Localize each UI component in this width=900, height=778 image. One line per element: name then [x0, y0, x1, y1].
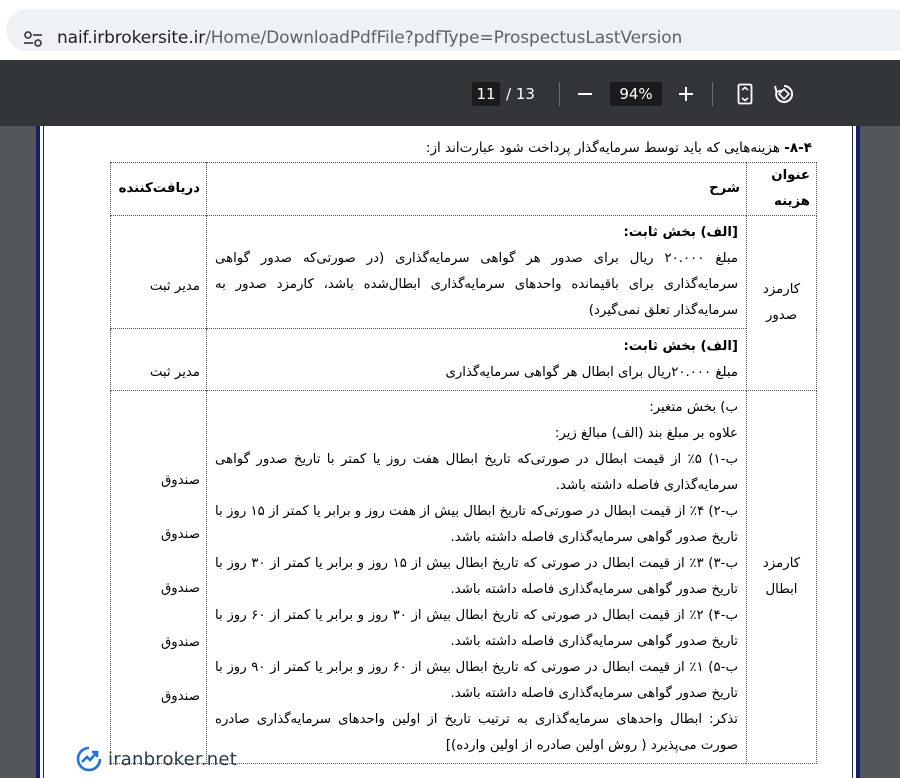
section-number: ۸-۴-	[784, 140, 812, 156]
description-text: مبلغ ۲۰.۰۰۰ ریال برای صدور هر گواهی سرمایه‌گذاری (در صورتی‌که صدور گواهی سرمایه‌گذاری برای باقیمانده واحدهای سرمایه‌گذاری ابطال‌شده باشد، کارمزد صدور به سرمایه‌گذار تعلق نمی‌گیرد)	[215, 251, 738, 318]
sub-heading: [الف) بخش ثابت:	[623, 225, 738, 240]
list-item: ب-۲) ۴٪ از قیمت ابطال در صورتی‌که تاریخ ابطال بیش از هفت روز و برابر یا کمتر از ۱۵ روز با تاریخ صدور گواهی سرمایه‌گذاری فاصله داشته باشد.	[215, 504, 738, 545]
section-title: هزینه‌هایی که باید توسط سرمایه‌گذار پرداخت شود عبارت‌اند از:	[425, 140, 785, 156]
rotate-button[interactable]	[769, 79, 799, 109]
table-row	[111, 216, 817, 329]
section-heading	[426, 140, 812, 156]
table-row	[111, 391, 817, 764]
toolbar-divider	[712, 82, 713, 106]
url-path: /Home/DownloadPdfFile?pdfType=ProspectusLastVersion	[205, 28, 683, 48]
description-text: مبلغ ۲۰.۰۰۰ریال برای ابطال هر گواهی سرمایه‌گذاری	[445, 364, 738, 380]
url-text[interactable]	[57, 28, 682, 48]
zoom-in-button[interactable]	[671, 79, 701, 109]
page-border-line	[852, 126, 853, 778]
watermark	[76, 744, 237, 774]
receiver-text: صندوق	[160, 689, 200, 704]
trend-chart-icon	[76, 746, 102, 772]
list-item: ب-۱) ۵٪ از قیمت ابطال در صورتی‌که تاریخ ابطال هفت روز یا کمتر با تاریخ صدور گواهی سرمایه‌گذاری فاصله داشته باشد.	[215, 452, 738, 493]
receiver-cell	[111, 329, 207, 391]
table-row	[111, 329, 817, 391]
fee-description	[207, 216, 747, 329]
fee-description	[207, 391, 747, 764]
page-number-input[interactable]: 11	[472, 82, 500, 106]
receiver-text: صندوق	[160, 527, 200, 542]
page-border-line	[43, 126, 44, 778]
page-total: / 13	[506, 85, 535, 103]
list-item: ب-۵) ۱٪ از قیمت ابطال در صورتی که تاریخ ابطال بیش از ۶۰ روز و برابر یا کمتر از ۹۰ روز با تاریخ صدور گواهی سرمایه‌گذاری فاصله داشته باشد.	[215, 660, 738, 701]
zoom-level[interactable]: 94%	[610, 82, 662, 106]
url-host: naif.irbrokersite.ir	[57, 28, 206, 48]
plus-icon	[678, 86, 694, 102]
fit-page-button[interactable]	[730, 79, 760, 109]
fit-page-icon	[737, 83, 753, 105]
receiver-text: مدیر ثبت	[149, 279, 200, 294]
table-header-row	[111, 163, 817, 216]
sub-heading: [الف) بخش ثابت:	[623, 338, 738, 354]
pdf-page	[36, 126, 860, 778]
zoom-out-button[interactable]	[570, 79, 600, 109]
rotate-icon	[772, 82, 796, 106]
receiver-text: صندوق	[160, 581, 200, 596]
pdf-toolbar	[0, 60, 900, 126]
list-item: ب-۳) ۳٪ از قیمت ابطال در صورتی که تاریخ ابطال بیش از ۱۵ روز و برابر یا کمتر از ۳۰ روز با تاریخ صدور گواهی سرمایه‌گذاری فاصله داشته باشد.	[215, 556, 738, 597]
receiver-text: صندوق	[160, 635, 200, 650]
receiver-cell	[111, 216, 207, 329]
spacer	[111, 416, 200, 468]
address-bar	[0, 0, 900, 60]
minus-icon	[577, 86, 593, 102]
fee-title-redemption: کارمزد ابطال	[747, 391, 817, 764]
watermark-text: iranbroker.net	[108, 748, 237, 770]
fees-table	[110, 162, 817, 764]
fee-description	[207, 329, 747, 391]
intro-text: علاوه بر مبلغ بند (الف) مبالغ زیر:	[554, 426, 738, 441]
list-item: ب-۴) ۲٪ از قیمت ابطال در صورتی که تاریخ ابطال بیش از ۳۰ روز و برابر یا کمتر از ۶۰ روز با تاریخ صدور گواهی سرمایه‌گذاری فاصله داشته باشد.	[215, 608, 738, 649]
tune-icon[interactable]	[23, 29, 43, 49]
note-text: تذکر: ابطال واحدهای سرمایه‌گذاری به ترتیب تاریخ از اولین واحدهای سرمایه‌گذاری صادره صورت می‌پذیرد ( روش اولین صادره از اولین وارده)]	[215, 712, 738, 753]
fee-title-issuance: کارمزد صدور	[747, 216, 817, 391]
receiver-text: صندوق	[160, 473, 200, 488]
omnibox[interactable]	[6, 9, 900, 51]
receiver-text: مدیر ثبت	[149, 364, 200, 380]
toolbar-divider	[559, 82, 560, 106]
sub-heading: ب) بخش متغیر:	[649, 400, 738, 415]
header-receiver: دریافت‌کننده	[111, 163, 207, 216]
header-description: شرح	[207, 163, 747, 216]
header-fee-title: عنوان هزینه	[747, 163, 817, 216]
receiver-cell	[111, 391, 207, 764]
